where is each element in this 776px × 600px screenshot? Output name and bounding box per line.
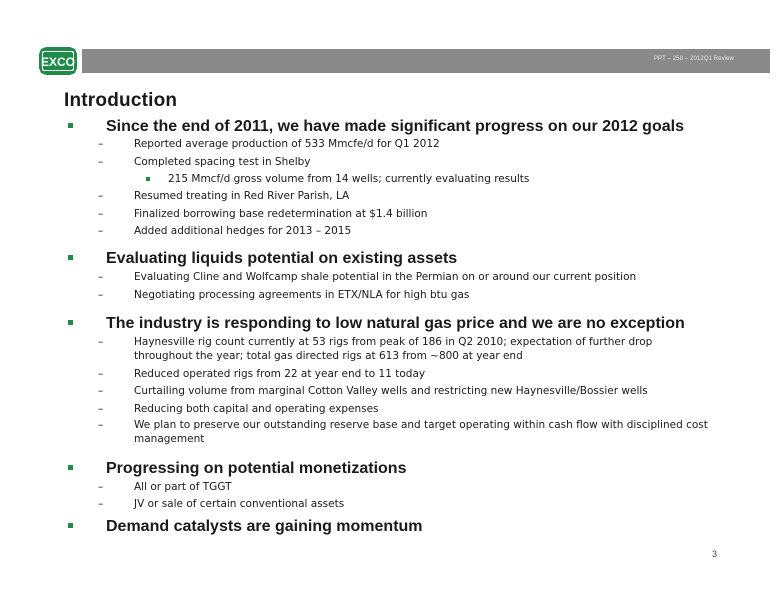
section-heading-text: The industry is responding to low natural gas price and we are no exception bbox=[106, 315, 685, 332]
svg-text:EXCO: EXCO bbox=[40, 55, 76, 69]
dash-bullet: – bbox=[98, 481, 104, 493]
list-item-text: JV or sale of certain conventional assets bbox=[134, 498, 345, 510]
list-item-text: All or part of TGGT bbox=[134, 481, 232, 493]
square-bullet-icon bbox=[146, 177, 150, 181]
dash-bullet: – bbox=[98, 138, 104, 150]
list-item-text: Completed spacing test in Shelby bbox=[134, 156, 311, 168]
dash-bullet: – bbox=[98, 190, 104, 202]
list-item-text: Finalized borrowing base redetermination at $1.4 billion bbox=[134, 208, 428, 220]
list-item-text: Added additional hedges for 2013 – 2015 bbox=[134, 225, 352, 237]
page-number: 3 bbox=[712, 549, 718, 559]
list-item-text: We plan to preserve our outstanding reserve base and target operating within cash flow with disciplined cost management bbox=[134, 419, 708, 445]
list-item-text: Negotiating processing agreements in ETX/NLA for high btu gas bbox=[134, 289, 470, 301]
list-item-text: Evaluating Cline and Wolfcamp shale potential in the Permian on or around our current position bbox=[134, 271, 637, 283]
dash-bullet: – bbox=[98, 498, 104, 510]
sub-list-item-text: 215 Mmcf/d gross volume from 14 wells; currently evaluating results bbox=[168, 173, 530, 185]
dash-bullet: – bbox=[98, 368, 104, 380]
dash-bullet: – bbox=[98, 385, 104, 397]
page-title: Introduction bbox=[64, 90, 178, 111]
square-bullet-icon bbox=[68, 523, 73, 528]
dash-bullet: – bbox=[98, 419, 104, 431]
dash-bullet: – bbox=[98, 208, 104, 220]
square-bullet-icon bbox=[68, 465, 73, 470]
square-bullet-icon bbox=[68, 255, 73, 260]
header-subtitle: PPT – 258 – 2012Q1 Review bbox=[653, 56, 734, 62]
square-bullet-icon bbox=[68, 320, 73, 325]
section-heading-text: Since the end of 2011, we have made significant progress on our 2012 goals bbox=[106, 118, 684, 135]
dash-bullet: – bbox=[98, 271, 104, 283]
section-heading-text: Demand catalysts are gaining momentum bbox=[106, 518, 423, 535]
list-item-text: Haynesville rig count currently at 53 rigs from peak of 186 in Q2 2010; expectation of further drop throughout the year; total gas directed rigs at 613 from ~800 at year end bbox=[134, 336, 653, 362]
dash-bullet: – bbox=[98, 336, 104, 348]
square-bullet-icon bbox=[68, 123, 73, 128]
dash-bullet: – bbox=[98, 403, 104, 415]
section-heading-text: Evaluating liquids potential on existing assets bbox=[106, 250, 458, 267]
list-item-text: Reduced operated rigs from 22 at year end to 11 today bbox=[134, 368, 426, 380]
dash-bullet: – bbox=[98, 225, 104, 237]
dash-bullet: – bbox=[98, 156, 104, 168]
dash-bullet: – bbox=[98, 289, 104, 301]
list-item-text: Reported average production of 533 Mmcfe/d for Q1 2012 bbox=[134, 138, 440, 150]
section-heading-text: Progressing on potential monetizations bbox=[106, 460, 407, 477]
list-item-text: Reducing both capital and operating expenses bbox=[134, 403, 379, 415]
list-item-text: Resumed treating in Red River Parish, LA bbox=[134, 190, 350, 202]
list-item-text: Curtailing volume from marginal Cotton Valley wells and restricting new Haynesville/Bossier wells bbox=[134, 385, 648, 397]
